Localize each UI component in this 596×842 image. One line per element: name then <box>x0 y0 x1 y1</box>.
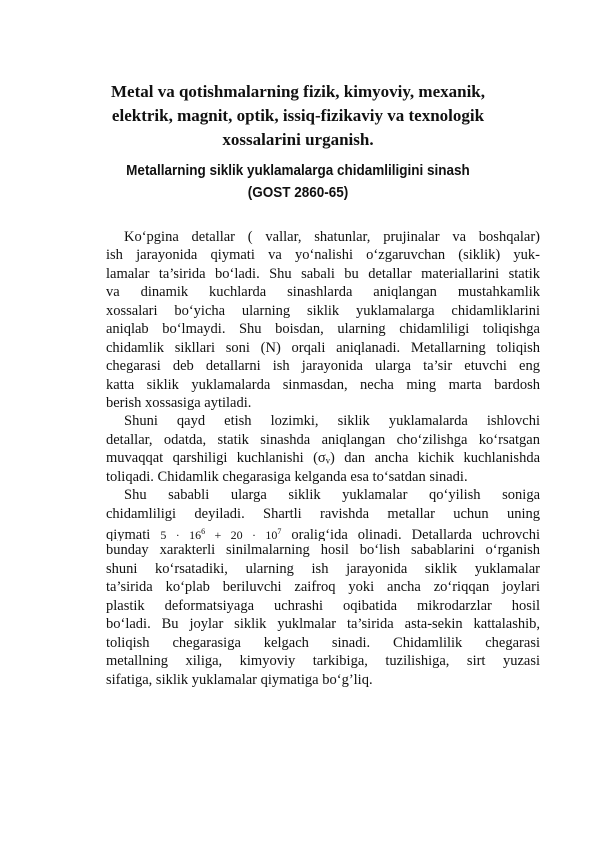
body-line: va dinamik kuchlarda sinashlarda aniqlangan mustahkamlik <box>106 284 540 301</box>
title-line: xossalarini urganish. <box>222 130 374 149</box>
body-line: muvaqqat qarshiligi kuchlanishi (σᵥ) dan ancha kichik kuchlanishda <box>106 450 540 467</box>
formula-line <box>106 523 540 541</box>
section-heading <box>120 160 476 204</box>
body-line: shuni ko‘rsatadiki, ularning ish jarayonida siklik yuklamalar <box>106 560 540 577</box>
body-line: Ko‘pgina detallar ( vallar, shatunlar, prujinalar va boshqalar) <box>124 229 540 245</box>
body-line: toliqadi. Chidamlik chegarasiga kelganda esa to‘satdan sinadi. <box>106 468 468 485</box>
formula-after: oralig‘ida olinadi. Detallarda uchrovchi <box>291 527 540 542</box>
body-line: Shuni qayd etish lozimki, siklik yuklamalarda ishlovchi <box>124 413 540 430</box>
body-line: bunday xarakterli sinilmalarning hosil bo‘lish sabablarini o‘rganish <box>106 542 540 559</box>
body-line: detallar, odatda, statik sinashda aniqlangan cho‘zilishga ko‘rsatgan <box>106 431 540 448</box>
page-title <box>70 80 526 152</box>
body-line: sifatiga, siklik yuklamalar qiymatiga bo‘g’liq. <box>106 671 373 688</box>
cycle-count-formula: $5 \cdot 16^6 + 20 \cdot 10^7$ <box>160 527 282 542</box>
body-paragraphs <box>106 228 540 689</box>
section-heading-line: Metallarning siklik yuklamalarga chidamliligini sinash <box>126 162 470 179</box>
body-line: katta siklik yuklamalarda sinmasdan, necha ming marta bardosh <box>106 376 540 393</box>
body-line: Shu sababli ularga siklik yuklamalar qo‘yilish soniga <box>124 487 540 504</box>
body-line: aniqlab bo‘lmaydi. Shu boisdan, ularning chidamliligi toliqishga <box>106 321 540 338</box>
body-line: chegarasi deb detallarni ish jarayonida ularga ta’sir etuvchi eng <box>106 358 540 375</box>
body-line: toliqish chegarasiga kelgach sinadi. Chidamlilik chegarasi <box>106 634 540 651</box>
title-line: elektrik, magnit, optik, issiq-fizikaviy va texnologik <box>111 106 485 125</box>
body-line: chidamlik sikllari soni (N) orqali aniqlanadi. Metallarning toliqish <box>106 339 540 356</box>
body-line: plastik deformatsiyaga uchrashi oqibatida mikrodarzlar hosil <box>106 597 540 614</box>
body-line: xossalari bo‘yicha ularning siklik yuklamalarga chidamliklarini <box>106 302 540 319</box>
body-line: ta’sirida ko‘plab beriluvchi zaifroq yoki ancha zo‘riqqan joylari <box>106 579 540 596</box>
body-line: bo‘ladi. Bu joylar siklik yuklmalar ta’sirida asta-sekin kattalashib, <box>106 616 540 633</box>
body-line: metallning xiliga, kimyoviy tarkibiga, tuzilishiga, sirt yuzasi <box>106 653 540 670</box>
formula-before: qiymati <box>106 527 151 542</box>
body-line: ish jarayonida qiymati va yo‘nalishi o‘zgaruvchan (siklik) yuk- <box>106 247 540 264</box>
body-line: lamalar ta’sirida bo‘ladi. Shu sabali bu detallar materiallarini statik <box>106 265 540 282</box>
body-line: berish xossasiga aytiladi. <box>106 394 252 411</box>
body-line: chidamliligi deyiladi. Shartli ravishda metallar uchun uning <box>106 505 540 522</box>
title-line: Metal va qotishmalarning fizik, kimyoviy, mexanik, <box>110 82 486 101</box>
standard-reference: (GOST 2860-65) <box>247 184 349 201</box>
